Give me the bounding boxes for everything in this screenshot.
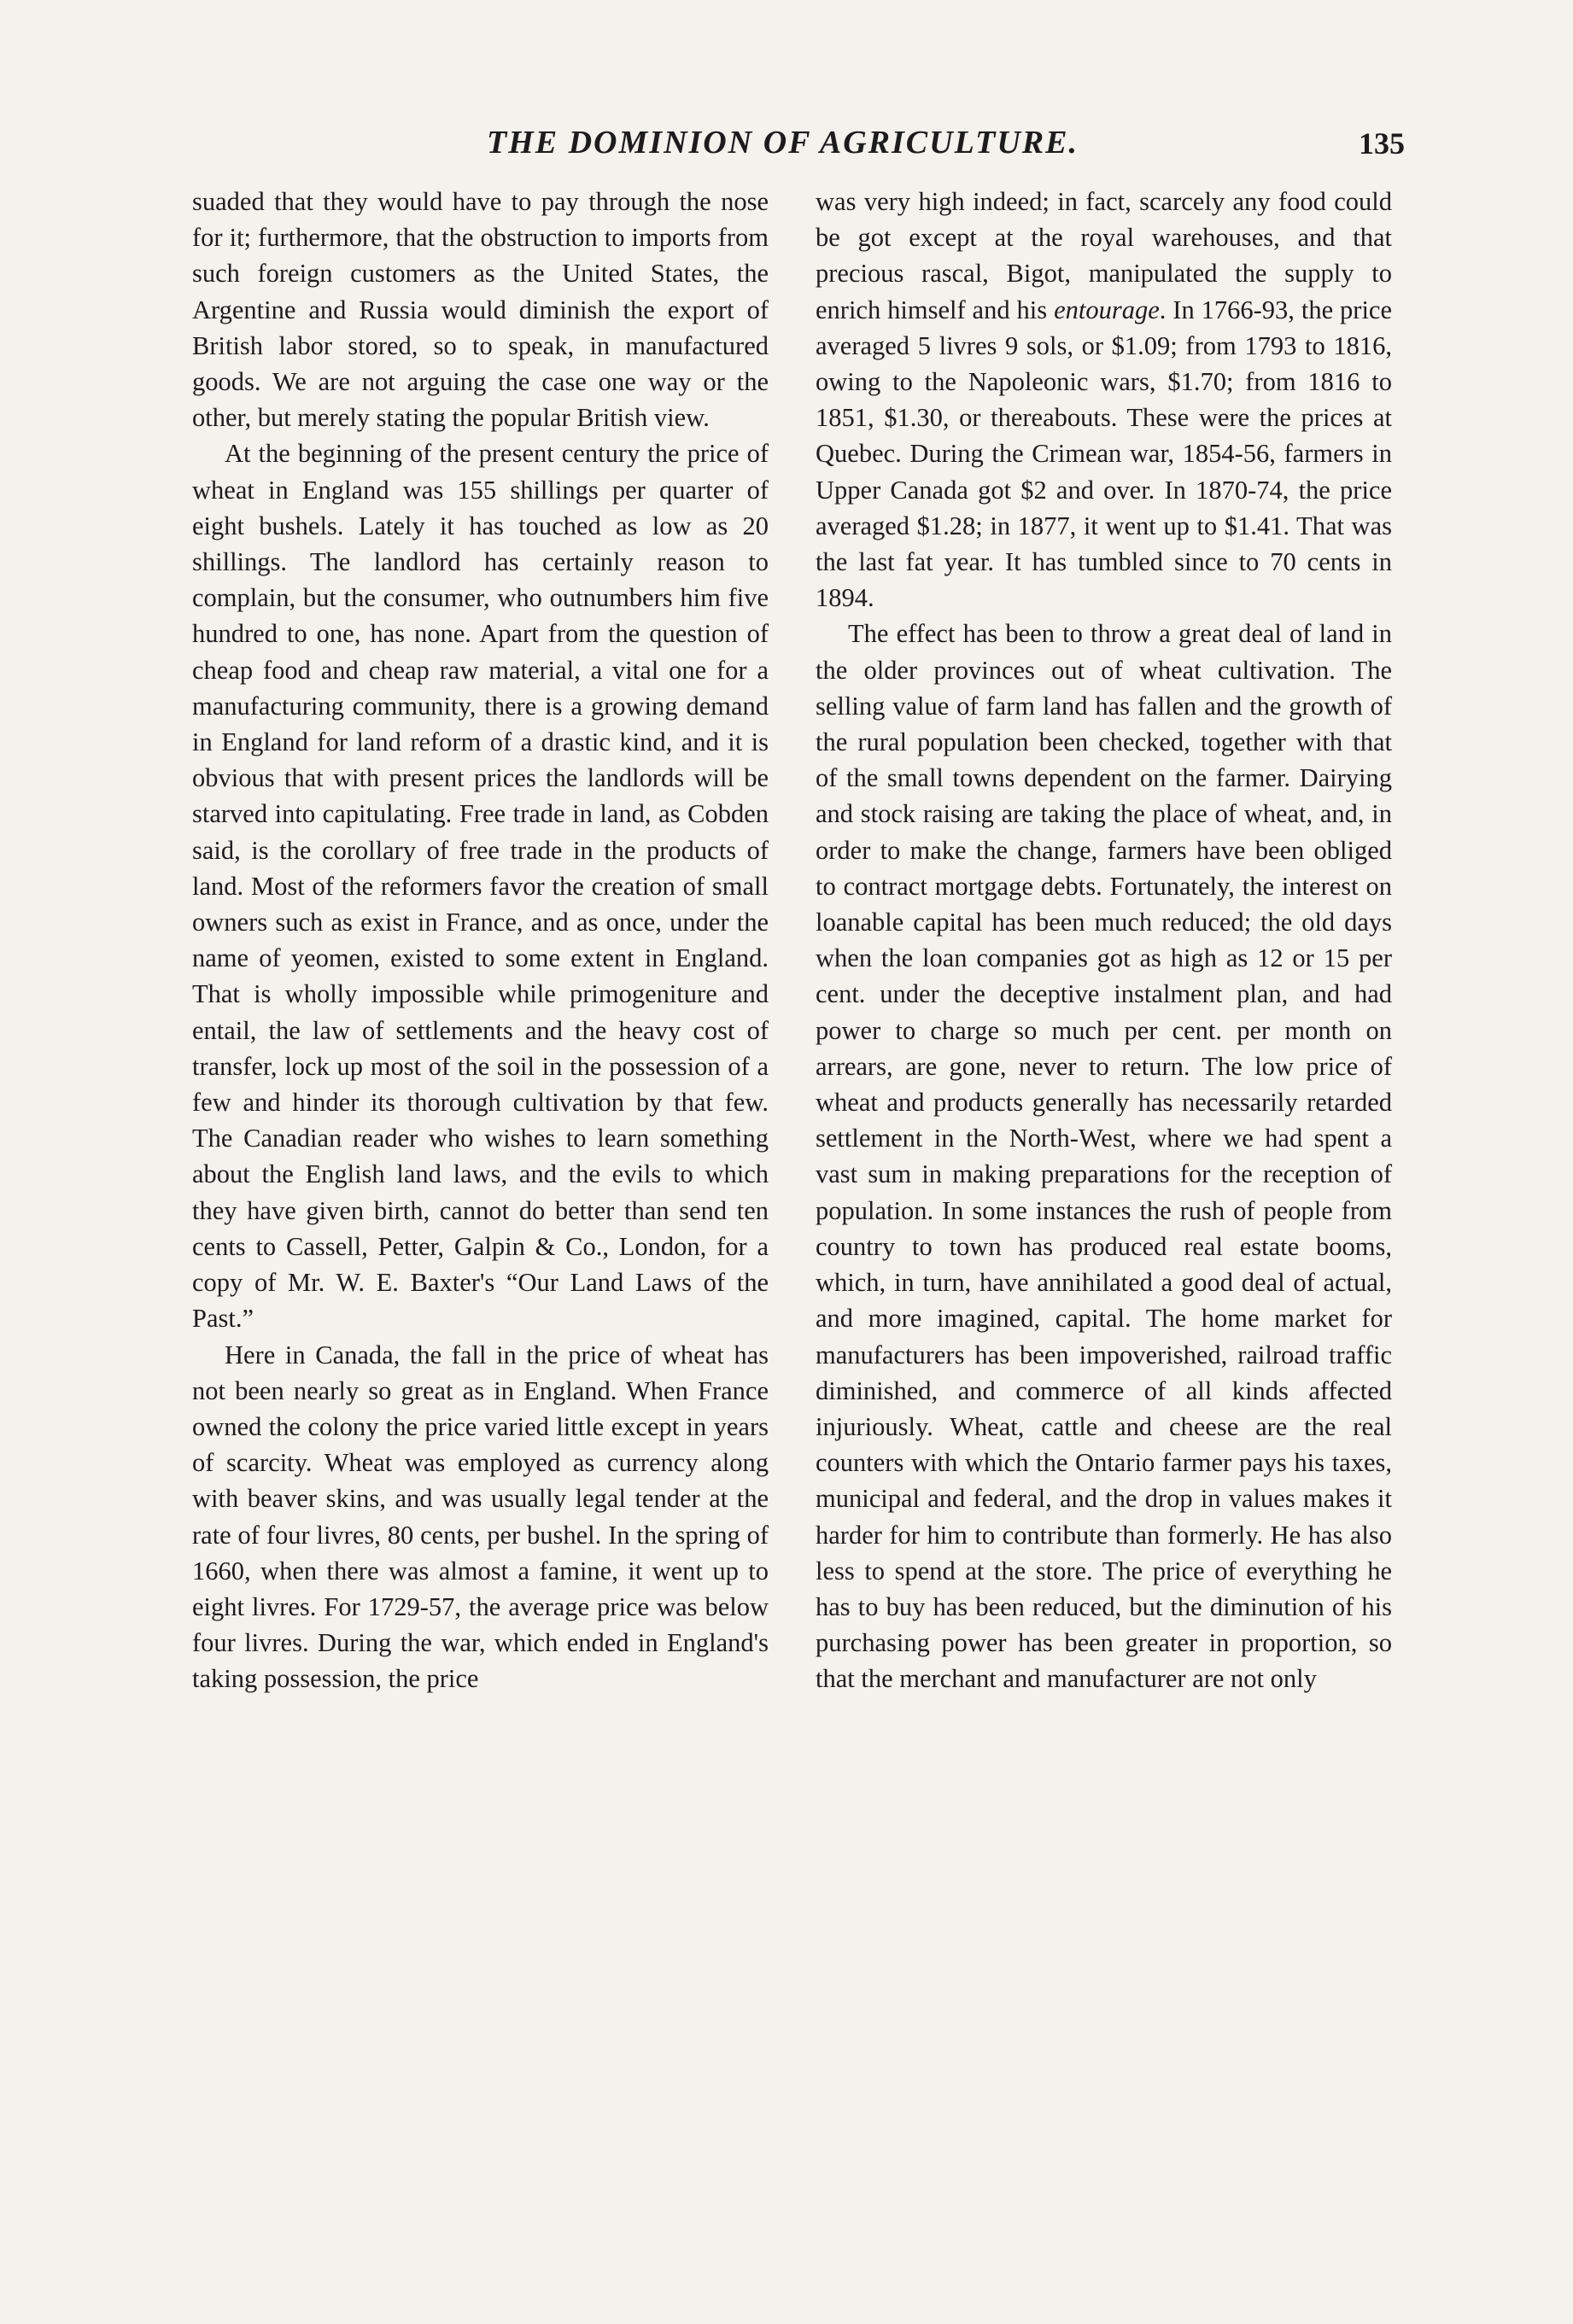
paragraph-wheat-price-england: At the beginning of the present century the price of wheat in England was 155 shillings per quarter of eight bushels. Lately it has touched as low as 20 shillings. The landlord has certainly reason to complain, but the consumer, who outnumbers him five hundred to one, has none. Apart from the question of cheap food and cheap raw material, a vital one for a manufacturing community, there is a growing demand in England for land reform of a drastic kind, and it is obvious that with present prices the landlords will be starved into capitulating. Free trade in land, as Cobden said, is the corollary of free trade in the products of land. Most of the reformers favor the creation of small owners such as exist in France, and as once, under the name of yeomen, existed to some extent in England. That is wholly impossible while primogeniture and entail, the law of settlements and the heavy cost of transfer, lock up most of the soil in the possession of a few and hinder its thorough cultivation by that few. The Canadian reader who wishes to learn something about the English land laws, and the evils to which they have given birth, cannot do better than send ten cents to Cassell, Petter, Galpin & Co., London, for a copy of Mr. W. E. Baxter's “Our Land Laws of the Past.” [192, 439, 769, 1334]
page-number: 135 [1359, 126, 1405, 161]
paragraph-effects: The effect has been to throw a great deal of land in the older provinces out of wheat cultivation. The selling value of farm land has fallen and the growth of the rural population been checked, together with that of the small towns dependent on the farmer. Dairying and stock raising are taking the place of wheat, and, in order to make the change, farmers have been obliged to contract mortgage debts. Fortunately, the interest on loanable capital has been much reduced; the old days when the loan companies got as high as 12 or 15 per cent. under the deceptive instalment plan, and had power to charge so much per cent. per month on arrears, are gone, never to return. The low price of wheat and products generally has necessarily retarded settlement in the North-West, where we had spent a vast sum in making preparations for the reception of population. In some instances the rush of people from country to town has produced real estate booms, which, in turn, have annihilated a good deal of actual, and more imagined, capital. The home market for manufacturers has been impoverished, railroad traffic diminished, and commerce of all kinds affected injuriously. Wheat, cattle and cheese are the real counters with which the Ontario farmer pays his taxes, municipal and federal, and the drop in values makes it harder for him to contribute than formerly. He has also less to spend at the store. The price of everything he has to buy has been reduced, but the diminution of his purchasing power has been greater in proportion, so that the merchant and manufacturer are not only [816, 619, 1392, 1694]
text-run: was very high indeed; in fact, scarcely any food could be got except at the royal warehouses, and that precious rascal, Bigot, manipulated the supply to enrich himself and his [816, 187, 1392, 324]
running-title: THE DOMINION OF AGRICULTURE. [487, 125, 1079, 161]
text-run: . In 1766-93, the price averaged 5 livres 9 sols, or $1.09; from 1793 to 1816, owing to the Napoleonic wars, $1.70; from 1816 to 1851, $1.30, or thereabouts. These were the prices at Quebec. During the Crimean war, 1854-56, farmers in Upper Canada got $2 and over. In 1870-74, the price averaged $1.28; in 1877, it went up to $1.41. That was the last fat year. It has tumbled since to 70 cents in 1894. [816, 295, 1392, 613]
right-column [816, 184, 1392, 1697]
paragraph-quebec-prices [816, 184, 1392, 616]
italic-term: entourage [1054, 295, 1160, 324]
page-header [461, 124, 1405, 166]
paragraph-continued: suaded that they would have to pay through the nose for it; furthermore, that the obstruction to imports from such foreign customers as the United States, the Argentine and Russia would diminish the export of British labor stored, so to speak, in manufactured goods. We are not arguing the case one way or the other, but merely stating the popular British view. [192, 187, 769, 433]
paragraph-canada-wheat: Here in Canada, the fall in the price of wheat has not been nearly so great as in England. When France owned the colony the price varied little except in years of scarcity. Wheat was employed as currency along with beaver skins, and was usually legal tender at the rate of four livres, 80 cents, per bushel. In the spring of 1660, when there was almost a famine, it went up to eight livres. For 1729-57, the average price was below four livres. During the war, which ended in England's taking possession, the price [192, 1340, 769, 1694]
left-column [192, 184, 769, 1697]
